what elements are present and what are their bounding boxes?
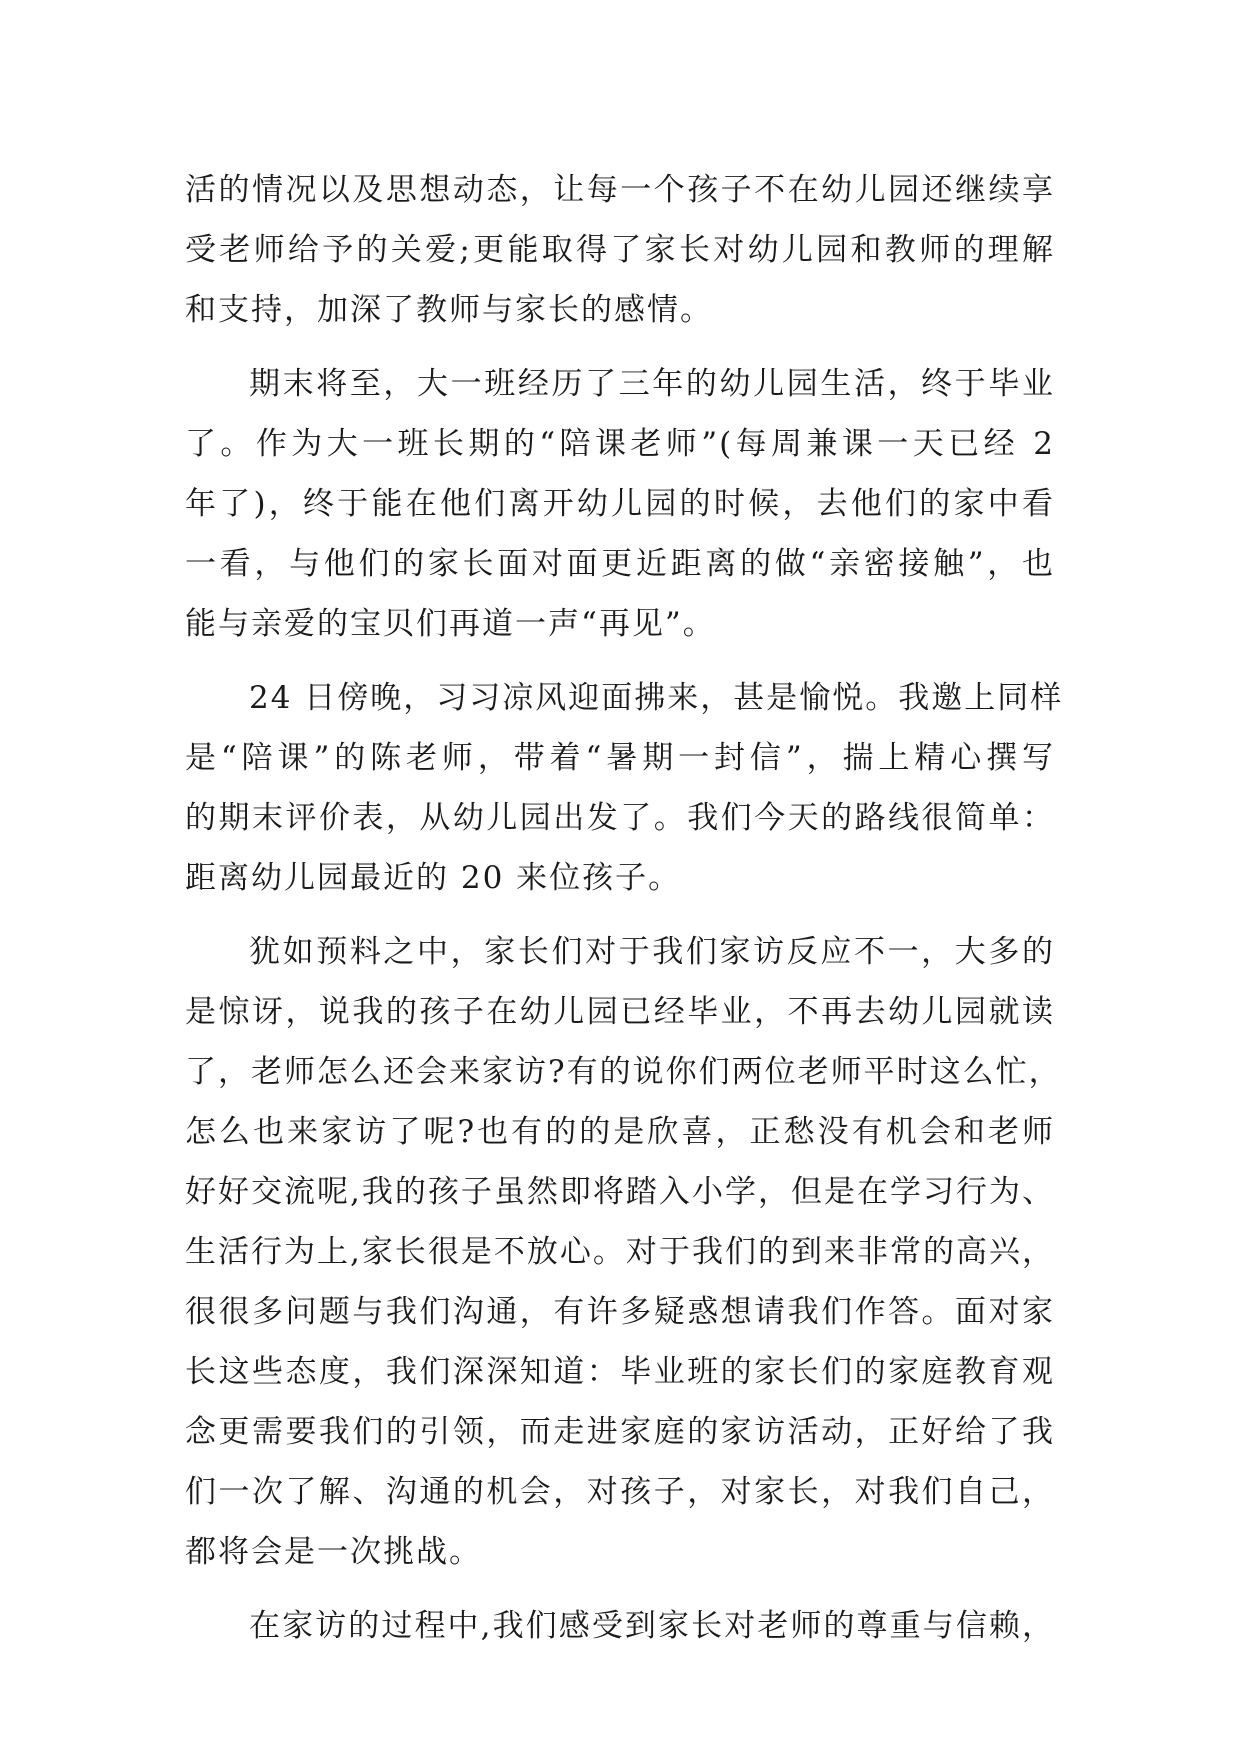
text-line: 受老师给予的关爱;更能取得了家长对幼儿园和教师的理解	[185, 232, 1055, 268]
text-line: 生活行为上,家长很是不放心。对于我们的到来非常的高兴，	[185, 1234, 1055, 1270]
text-line: 都将会是一次挑战。	[185, 1534, 482, 1570]
paragraph	[185, 668, 1064, 908]
text-line: 在家访的过程中,我们感受到家长对老师的尊重与信赖，	[249, 1608, 1055, 1644]
text-line: 了，老师怎么还会来家访?有的说你们两位老师平时这么忙，	[185, 1054, 1062, 1090]
text-line: 能与亲爱的宝贝们再道一声“再见”。	[185, 606, 716, 642]
paragraph	[185, 354, 1055, 654]
text-line: 活的情况以及思想动态，让每一个孩子不在幼儿园还继续享	[185, 172, 1055, 208]
text-line: 长这些态度，我们深深知道：毕业班的家长们的家庭教育观	[185, 1354, 1055, 1390]
text-line: 是惊讶，说我的孩子在幼儿园已经毕业，不再去幼儿园就读	[185, 994, 1055, 1030]
text-line: 好好交流呢,我的孩子虽然即将踏入小学，但是在学习行为、	[185, 1174, 1055, 1210]
paragraph	[185, 160, 1055, 340]
paragraph	[185, 922, 1062, 1582]
text-line: 和支持，加深了教师与家长的感情。	[185, 292, 713, 328]
text-line: 犹如预料之中，家长们对于我们家访反应不一，大多的	[249, 934, 1055, 970]
text-line: 一看，与他们的家长面对面更近距离的做“亲密接触”，也	[185, 546, 1055, 582]
text-line: 了。作为大一班长期的“陪课老师”(每周兼课一天已经 2	[185, 426, 1055, 462]
text-line: 期末将至，大一班经历了三年的幼儿园生活，终于毕业	[249, 366, 1055, 402]
text-line: 年了)，终于能在他们离开幼儿园的时候，去他们的家中看	[185, 486, 1055, 522]
text-line: 念更需要我们的引领，而走进家庭的家访活动，正好给了我	[185, 1414, 1055, 1450]
text-line: 怎么也来家访了呢?也有的的是欣喜，正愁没有机会和老师	[185, 1114, 1055, 1150]
paragraph	[185, 1596, 1055, 1656]
text-line: 是“陪课”的陈老师，带着“暑期一封信”，揣上精心撰写	[185, 740, 1055, 776]
document-body	[185, 160, 1064, 1656]
text-line: 距离幼儿园最近的 20 来位孩子。	[185, 860, 682, 896]
text-line: 们一次了解、沟通的机会，对孩子，对家长，对我们自己，	[185, 1474, 1055, 1510]
text-line: 很很多问题与我们沟通，有许多疑惑想请我们作答。面对家	[185, 1294, 1055, 1330]
text-line: 24 日傍晚，习习凉风迎面拂来，甚是愉悦。我邀上同样	[249, 680, 1064, 716]
text-line: 的期末评价表，从幼儿园出发了。我们今天的路线很简单：	[185, 800, 1055, 836]
